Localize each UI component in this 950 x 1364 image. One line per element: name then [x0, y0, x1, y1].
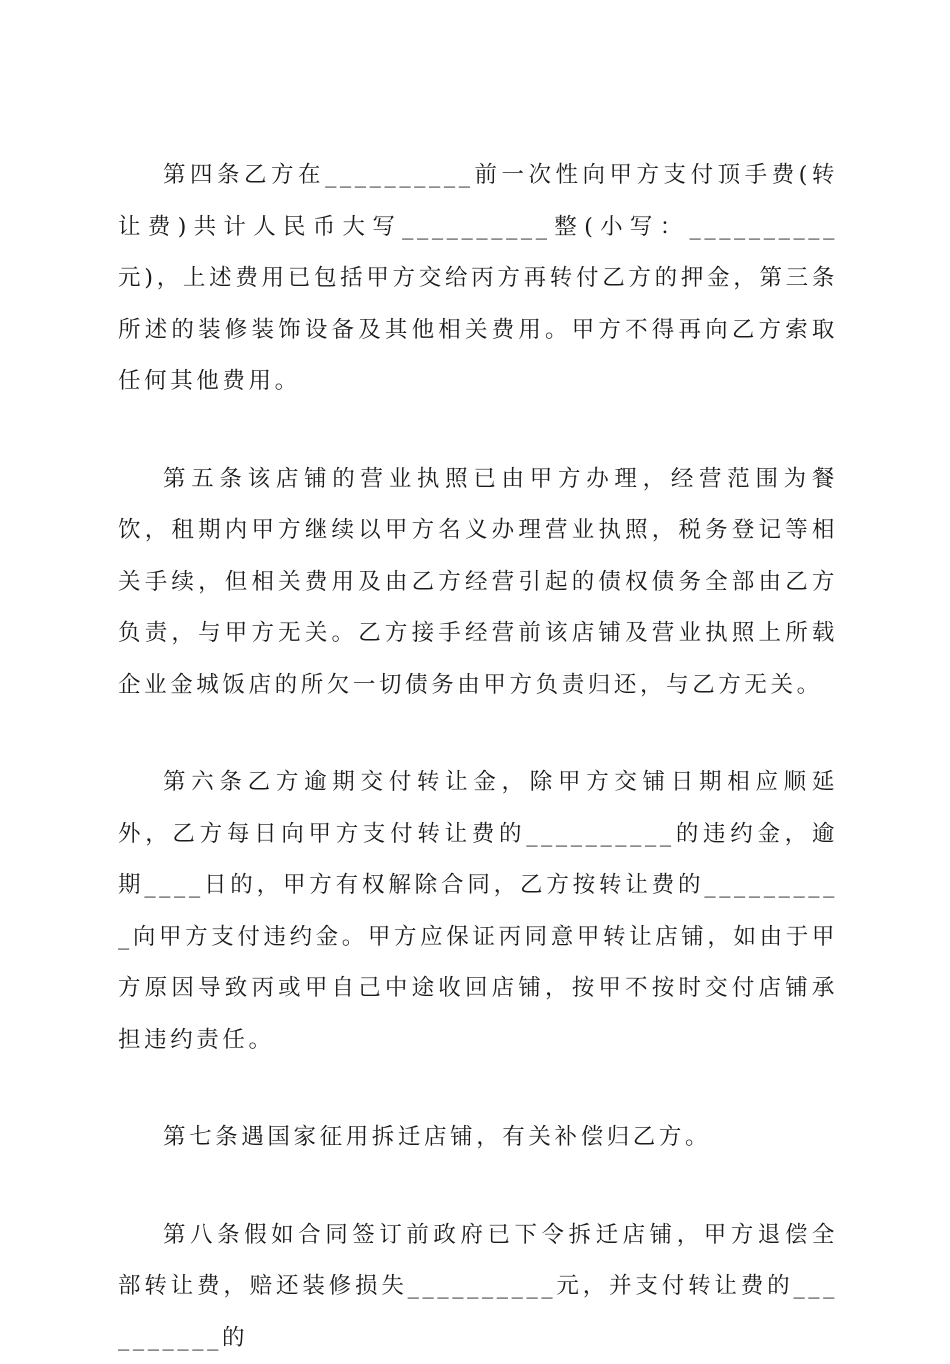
- article-5-paragraph: 第五条该店铺的营业执照已由甲方办理，经营范围为餐饮，租期内甲方继续以甲方名义办理营业执照，税务登记等相关手续，但相关费用及由乙方经营引起的债权债务全部由乙方负责，与甲方无关。乙方接手经营前该店铺及营业执照上所载企业金城饭店的所欠一切债务由甲方负责归还，与乙方无关。: [118, 454, 838, 712]
- document-page: [118, 150, 838, 1364]
- article-8-paragraph: 第八条假如合同签订前政府已下令拆迁店铺，甲方退偿全部转让费，赔还装修损失__________元，并支付转让费的__________的: [118, 1210, 838, 1364]
- article-4-paragraph: 第四条乙方在__________前一次性向甲方支付顶手费(转让费)共计人民币大写__________整(小写：__________元)，上述费用已包括甲方交给丙方再转付乙方的押金，第三条所述的装修装饰设备及其他相关费用。甲方不得再向乙方索取任何其他费用。: [118, 150, 838, 408]
- article-6-paragraph: 第六条乙方逾期交付转让金，除甲方交铺日期相应顺延外，乙方每日向甲方支付转让费的__________的违约金，逾期____日的，甲方有权解除合同，乙方按转让费的__________向甲方支付违约金。甲方应保证丙同意甲转让店铺，如由于甲方原因导致丙或甲自己中途收回店铺，按甲不按时交付店铺承担违约责任。: [118, 757, 838, 1066]
- article-7-paragraph: 第七条遇国家征用拆迁店铺，有关补偿归乙方。: [118, 1112, 838, 1164]
